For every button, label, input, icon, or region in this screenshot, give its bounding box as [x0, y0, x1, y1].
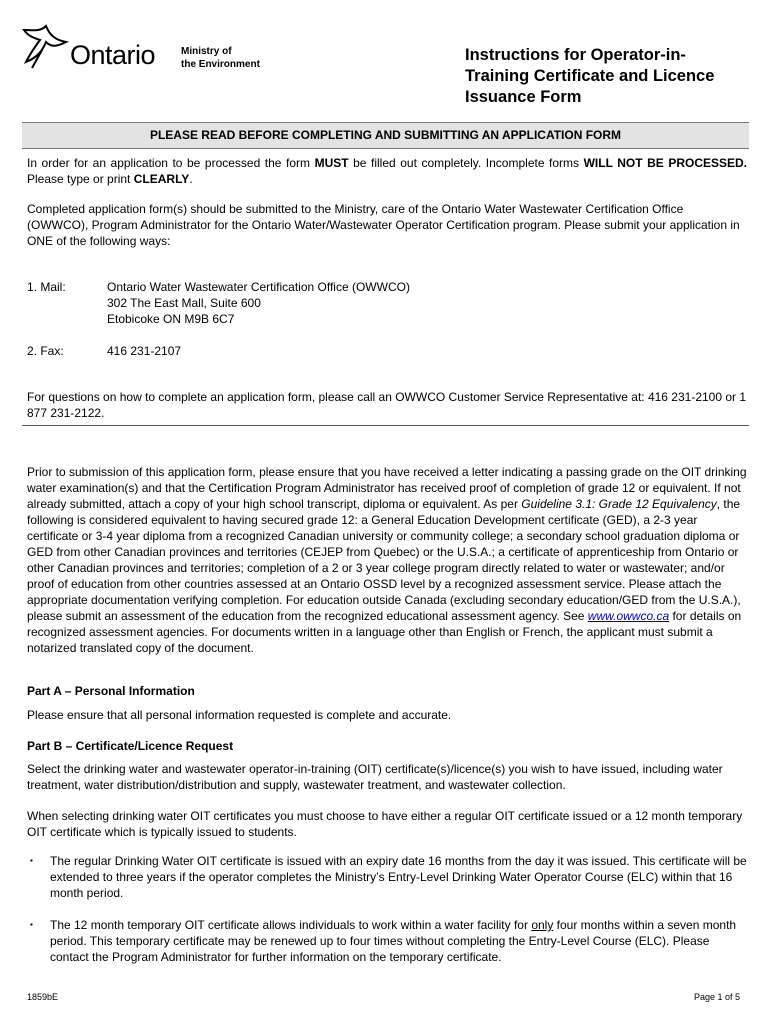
page-number: Page 1 of 5 [694, 992, 741, 1002]
bullet-1-marker: ▪ [30, 856, 33, 865]
mail-address: Ontario Water Wastewater Certification Office (OWWCO) 302 The East Mall, Suite 600 Etobicoke ON M9B 6C7 [107, 280, 410, 326]
fax-label: 2. Fax: [27, 344, 64, 358]
part-a-text: Please ensure that all personal information requested is complete and accurate. [27, 708, 452, 722]
intro-paragraph-2: Completed application form(s) should be submitted to the Ministry, care of the Ontario Water Wastewater Certification Office (OWWCO), Program Administrator for the Ontario Water/Wastewater Operator Certification program. Please submit your application in ONE of the following ways: [27, 202, 740, 248]
questions-paragraph: For questions on how to complete an application form, please call an OWWCO Customer Service Representative at: 416 231-2100 or 1 877 231-2122. [27, 390, 747, 420]
part-b-paragraph-1: Select the drinking water and wastewater operator-in-training (OIT) certificate(s)/licence(s) you wish to have issued, including water treatment, water distribution/distribution and supply, wastewater treatment, and wastewater collection. [27, 762, 723, 792]
document-title: Instructions for Operator-in- Training Certificate and Licence Issuance Form [465, 46, 715, 106]
instruction-banner: PLEASE READ BEFORE COMPLETING AND SUBMITTING AN APPLICATION FORM [22, 122, 749, 149]
bullet-2-marker: ▪ [30, 920, 33, 929]
ontario-wordmark: Ontario [70, 40, 156, 70]
bullet-1-text: The regular Drinking Water OIT certificate is issued with an expiry date 16 months from the day it was issued. This certificate will be extended to three years if the operator completes the Ministry’s Entry-Level Drinking Water Operator Course (ELC) within that 16 month period. [50, 854, 747, 900]
section-divider [22, 425, 749, 426]
bullet-2-text: The 12 month temporary OIT certificate allows individuals to work within a water facility for only four months within a seven month period. This temporary certificate may be renewed up to four times without completing the Entry-Level Course (ELC). Please contact the Program Administrator for further information on the temporary certificate. [50, 918, 737, 964]
ministry-name: Ministry of the Environment [181, 46, 260, 70]
owwco-website-link[interactable]: www.owwco.ca [587, 609, 670, 623]
fax-number: 416 231-2107 [107, 344, 182, 358]
part-b-paragraph-2: When selecting drinking water OIT certificates you must choose to have either a regular OIT certificate issued or a 12 month temporary OIT certificate which is typically issued to students. [27, 809, 743, 839]
form-code: 1859bE [27, 992, 59, 1002]
mail-label: 1. Mail: [27, 280, 66, 294]
education-paragraph: Prior to submission of this application form, please ensure that you have received a letter indicating a passing grade on the OIT drinking water examination(s) and that the Certification Program Administrator has received proof of completion of grade 12 or equivalent. If not already submitted, attach a copy of your high school transcript, diploma or equivalent. As per Guideline 3.1: Grade 12 Equivalency, the following is considered equivalent to having secured grade 12: a General Education Development certificate (GED), a 2-3 year certificate or 3-4 year diploma from a recognized Canadian university or community college; a secondary school graduation diploma or GED from other Canadian provinces and territories (CEJEP from Quebec) or the U.S.A.; a certificate of apprenticeship from Ontario or other Canadian provinces and territories; completion of a 2 or 3 year college program directly related to water or wastewater; and/or proof of education from other countries assessed at an Ontario OSSD level by a recognized assessment service. Please attach the appropriate documentation verifying completion. For education outside Canada (excluding secondary education/GED from the U.S.A.), please submit an assessment of the education from the recognized educational assessment agency. See www.owwco.ca for details on recognized assessment agencies. For documents written in a language other than English or French, the applicant must submit a notarized translated copy of the document. [27, 465, 747, 655]
intro-paragraph-1: In order for an application to be processed the form MUST be filled out completely. Incomplete forms WILL NOT BE PROCESSED. Please type or print CLEARLY. [27, 156, 748, 186]
part-b-heading: Part B – Certificate/Licence Request [27, 739, 234, 753]
part-a-heading: Part A – Personal Information [27, 684, 195, 698]
trillium-logo-icon [22, 24, 70, 74]
